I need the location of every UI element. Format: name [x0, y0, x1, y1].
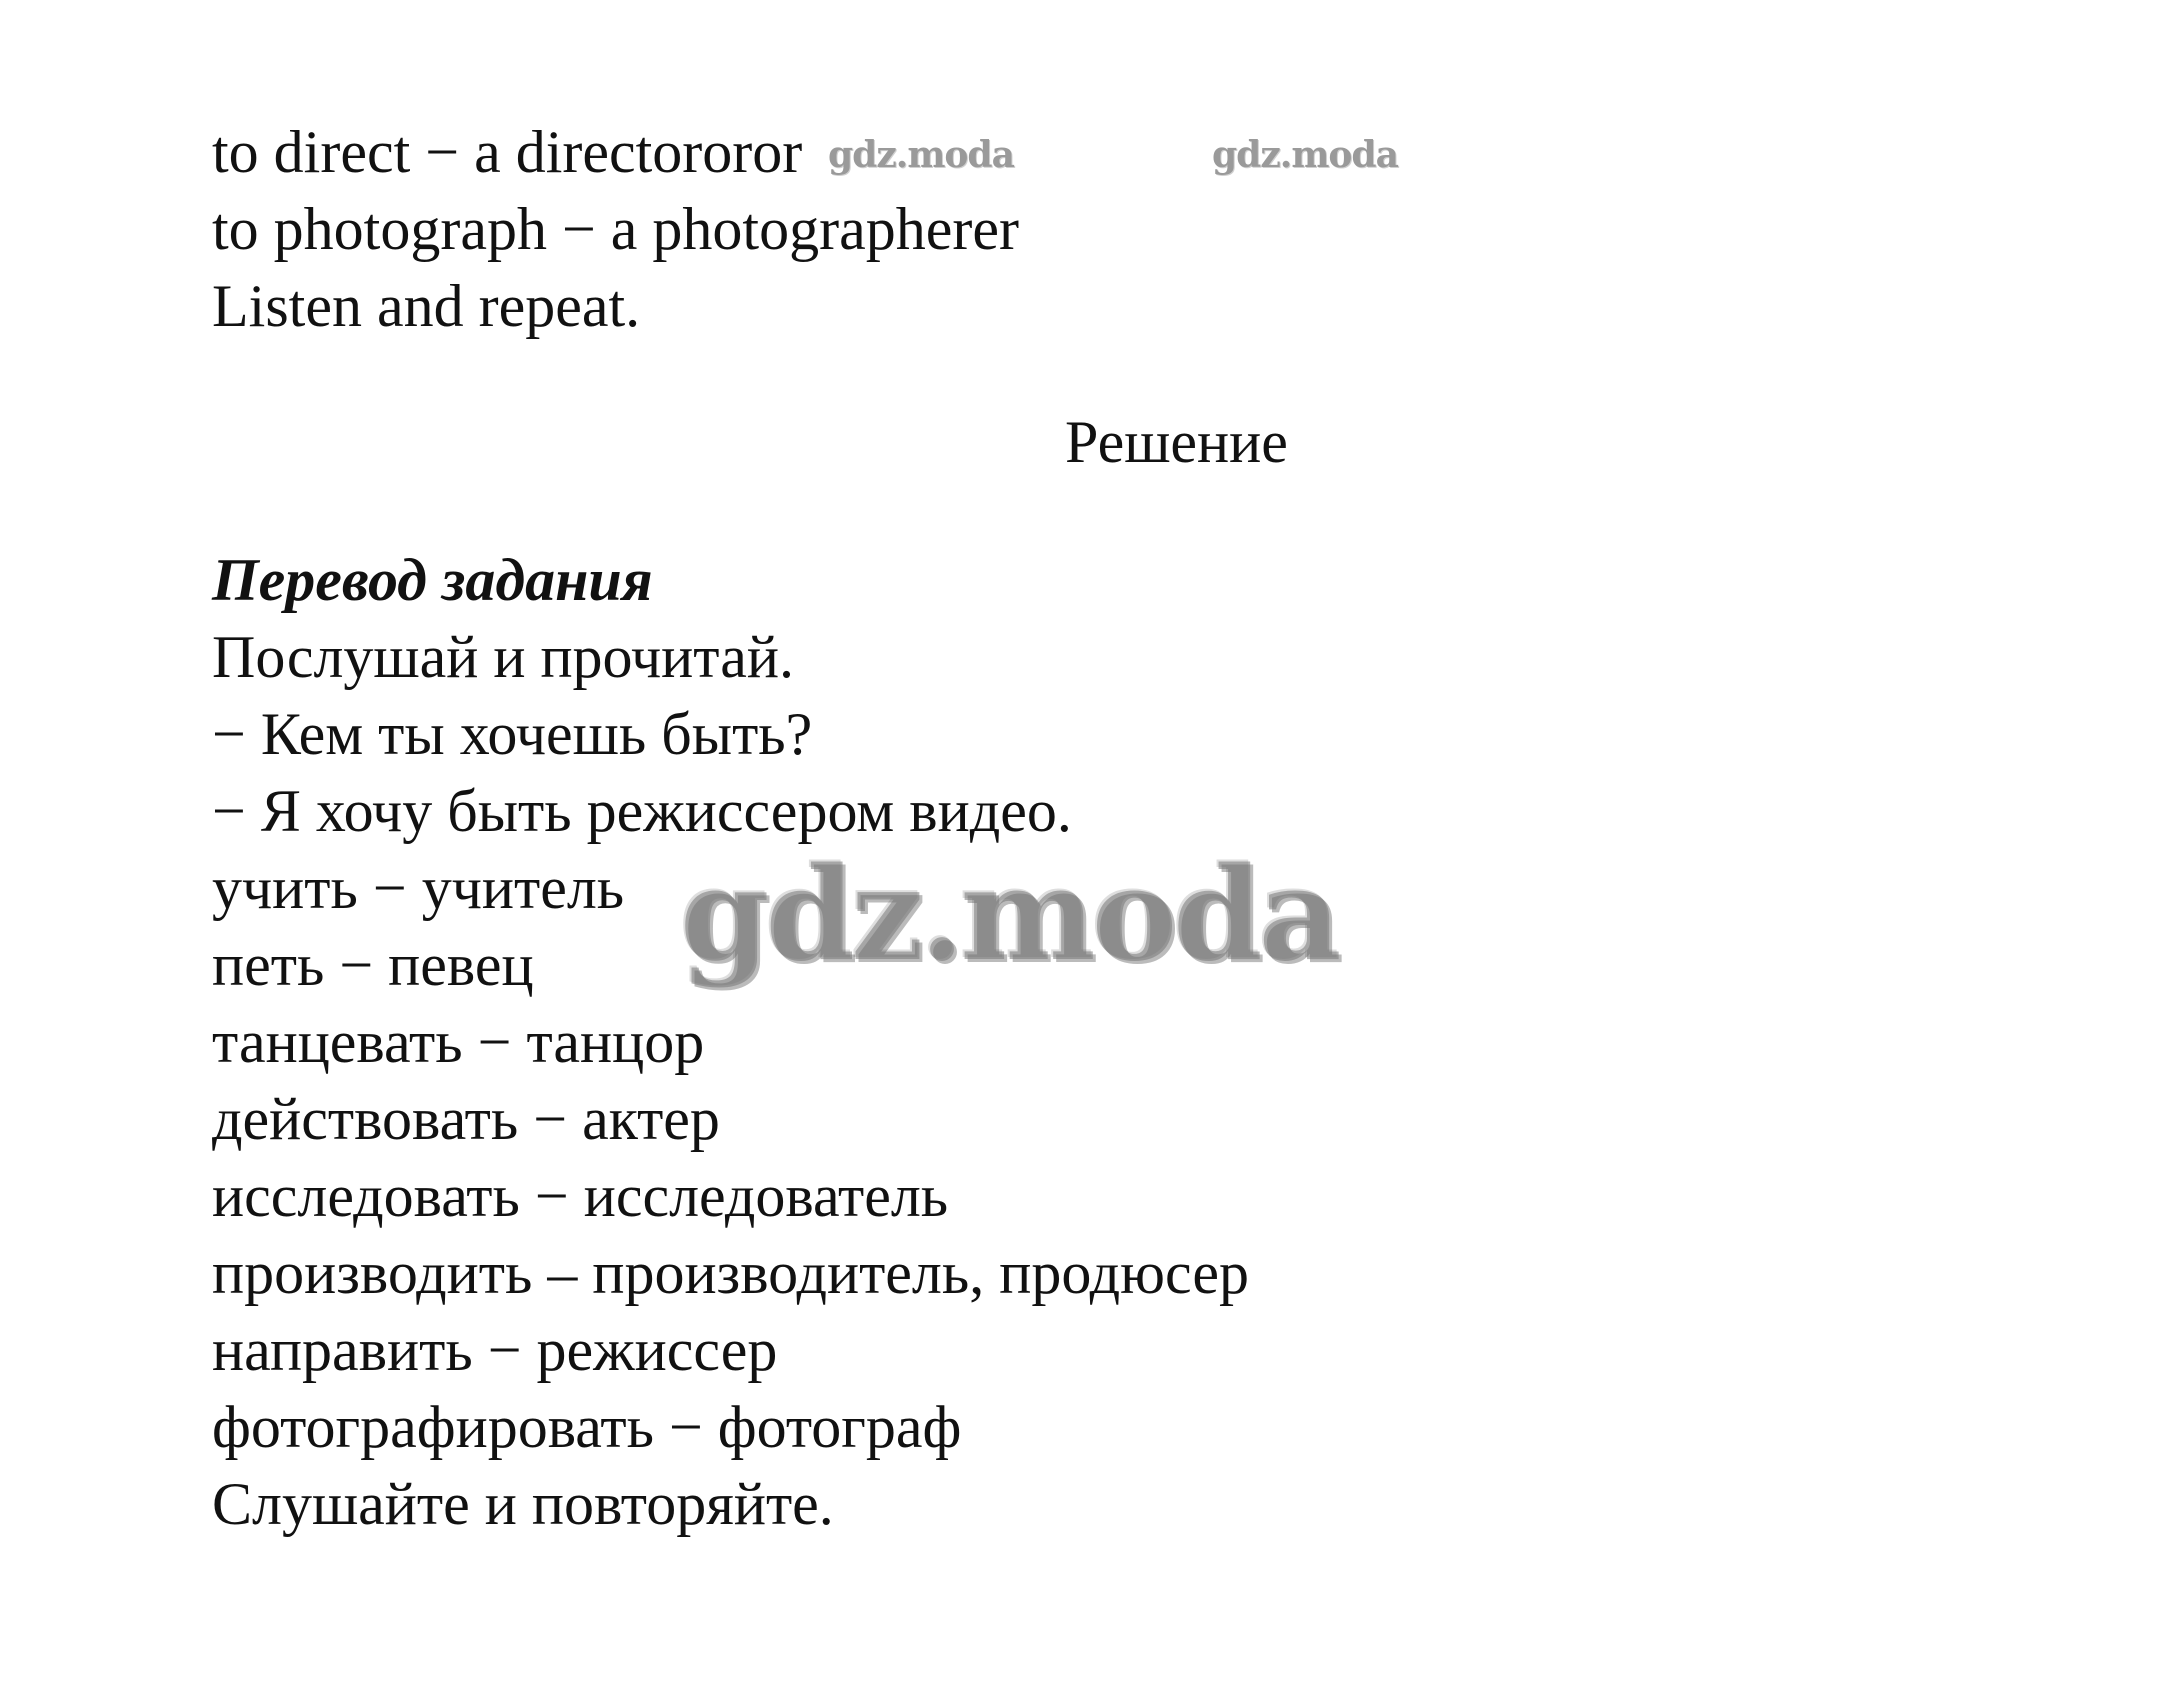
translation-line: Слушайте и повторяйте.	[212, 1471, 834, 1537]
english-line-photograph: to photograph − a photographerer	[212, 196, 1019, 262]
watermark-top-right: gdz.moda	[1212, 134, 1398, 176]
translation-line: действовать − актер	[212, 1086, 720, 1152]
translation-line: производить – производитель, продюсер	[212, 1240, 1249, 1306]
solution-heading: Решение	[1065, 409, 1288, 475]
translation-heading: Перевод задания	[212, 547, 653, 613]
english-line-direct: to direct − a directororor	[212, 119, 803, 185]
translation-line: петь − певец	[212, 932, 534, 998]
english-line-listen: Listen and repeat.	[212, 273, 641, 339]
translation-line: танцевать − танцор	[212, 1009, 705, 1075]
translation-line: Послушай и прочитай.	[212, 624, 794, 690]
watermark-top-left: gdz.moda	[828, 134, 1014, 176]
translation-line: исследовать − исследователь	[212, 1163, 949, 1229]
translation-line: учить − учитель	[212, 855, 625, 921]
translation-line: − Я хочу быть режиссером видео.	[212, 778, 1072, 844]
watermark-center: gdz.moda	[680, 840, 1338, 990]
translation-line: направить − режиссер	[212, 1317, 778, 1383]
translation-line: фотографировать − фотограф	[212, 1394, 962, 1460]
translation-line: − Кем ты хочешь быть?	[212, 701, 813, 767]
